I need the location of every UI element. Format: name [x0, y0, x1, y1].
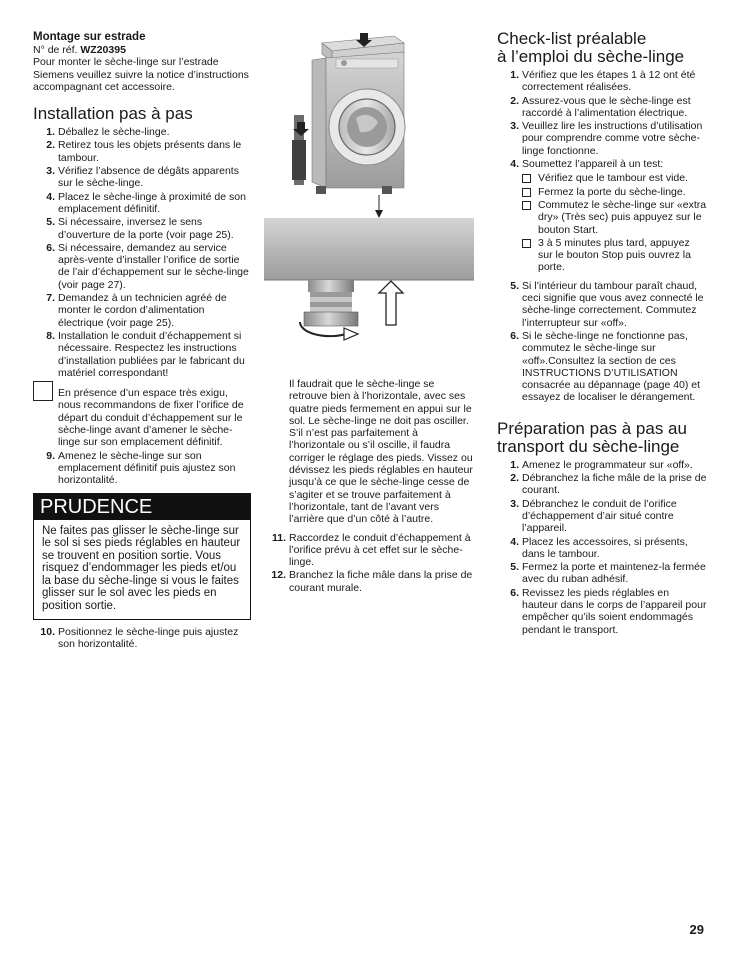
step-text: Positionnez le sèche-linge puis ajustez son horizontalité. [58, 625, 239, 650]
list-item [33, 242, 251, 291]
right-column [497, 30, 707, 637]
prudence-text: Ne faites pas glisser le sèche-linge sur le sol si ses pieds réglables en hauteur se trouvent en position sortie. Vous risquez d’endommager les pieds et/ou la base du sèche-linge si vous le faites glisser sur le sol avec les pieds en position sortie. [42, 524, 241, 613]
montage-ref [33, 44, 251, 56]
step-number: 3. [510, 120, 519, 133]
step-number: 6. [510, 329, 519, 342]
page-number: 29 [689, 922, 704, 937]
installation-heading: Installation pas à pas [33, 104, 193, 124]
checklist-text: 3 à 5 minutes plus tard, appuyez sur le bouton Stop puis ouvrez la porte. [538, 236, 691, 274]
step-text: Si nécessaire, demandez au service après-vente d’installer l’orifice de sortie de l’air d’échappement sur le sèche-linge (voir page 27). [58, 241, 249, 291]
step-text: Fermez la porte et maintenez-la fermée avec du ruban adhésif. [522, 561, 706, 586]
test-checklist [522, 172, 707, 273]
list-item [497, 330, 707, 404]
checklist-item [522, 199, 707, 236]
step-text: Raccordez le conduit d’échappement à l’orifice prévu à cet effet sur le sèche-linge. [289, 531, 471, 569]
list-item [497, 587, 707, 636]
installation-steps-a [33, 126, 251, 379]
step-number: 5. [46, 216, 55, 229]
transport-steps [497, 459, 707, 636]
step-number: 5. [510, 561, 519, 574]
list-item [497, 95, 707, 120]
list-item [497, 280, 707, 329]
step-text: Revissez les pieds réglables en hauteur dans le corps de l’appareil pour empêcher qu’ils soient endommagés pendant le transport. [522, 586, 707, 636]
step-text: Si le sèche-linge ne fonctionne pas, commutez le sèche-linge sur «off».Consultez la section de ces INSTRUCTIONS D’UTILISATION consacrée au dépannage (page 40) et essayez de localiser le dérangement. [522, 329, 701, 404]
list-item [33, 330, 251, 379]
installation-steps-c [33, 626, 251, 651]
list-item [33, 165, 251, 190]
ref-value: WZ20395 [80, 44, 126, 56]
checkbox-icon [522, 174, 531, 183]
step-number: 9. [46, 449, 55, 462]
checklist-steps-b [497, 280, 707, 404]
list-item [497, 498, 707, 535]
heading-line: Check-list préalable [497, 29, 647, 48]
step-number: 8. [46, 329, 55, 342]
checklist-item [522, 186, 707, 198]
step-text: Placez le sèche-linge à proximité de son emplacement définitif. [58, 190, 246, 215]
step-text: Branchez la fiche mâle dans la prise de courant murale. [289, 569, 473, 594]
step-text: Placez les accessoires, si présents, dans le tambour. [522, 535, 688, 560]
step-text: Si nécessaire, inversez le sens d’ouverture de la porte (voir page 25). [58, 216, 234, 241]
heading-line: Préparation pas à pas au [497, 418, 687, 438]
checklist-heading [497, 30, 707, 66]
list-item [33, 292, 251, 329]
step-text: Amenez le sèche-linge sur son emplacement définitif puis ajustez son horizontalité. [58, 449, 236, 487]
heading-line: à l’emploi du sèche-linge [497, 47, 685, 66]
checkbox-icon [522, 239, 531, 248]
leveling-text: Il faudrait que le sèche-linge se retrouve bien à l’horizontale, avec ses quatre pieds fermement en appui sur le sol. Le sèche-linge ne doit pas osciller. S’il n’est pas parfaitement à l’horizontale ou s’il oscille, il faudra corriger le réglage des pieds. Vissez ou dévissez les pieds réglables en hauteur jusqu’à ce que le sèche-linge cesse de s’agiter et se trouve parfaitement à l’horizontale, tant de l’avant vers l’arrière que d’un côté à l’autre. [289, 378, 473, 526]
step-number: 3. [510, 497, 519, 510]
installation-steps-d [264, 532, 474, 594]
prudence-box [33, 493, 251, 620]
step-text: Débranchez la fiche mâle de la prise de courant. [522, 472, 707, 497]
step-text: Retirez tous les objets présents dans le tambour. [58, 139, 242, 164]
step-number: 6. [510, 586, 519, 599]
step-number: 1. [510, 458, 519, 471]
step-number: 10. [40, 625, 55, 638]
step-number: 2. [46, 139, 55, 152]
checklist-item [522, 172, 707, 184]
list-item [33, 626, 251, 651]
step-text: Soumettez l’appareil à un test: [522, 158, 664, 171]
list-item [264, 569, 474, 594]
step-text: Amenez le programmateur sur «off». [522, 458, 693, 471]
checkbox-icon [522, 201, 531, 210]
step-text: Vérifiez que les étapes 1 à 12 ont été correctement réalisées. [522, 69, 696, 94]
step-text: Déballez le sèche-linge. [58, 126, 170, 139]
step-number: 2. [510, 94, 519, 107]
montage-text: Pour monter le sèche-linge sur l’estrade Siemens veuillez suivre la notice d’instructions accompagnant cet accessoire. [33, 56, 249, 93]
step-text: Veuillez lire les instructions d’utilisation pour comprendre comme votre sèche-linge fonctionne. [522, 120, 703, 157]
step-number: 1. [510, 69, 519, 81]
step-text: Vérifiez l’absence de dégâts apparents sur le sèche-linge. [58, 165, 239, 190]
checklist-text: Fermez la porte du sèche-linge. [538, 185, 686, 198]
step-number: 4. [46, 190, 55, 203]
note-icon [33, 381, 53, 401]
step-number: 5. [510, 279, 519, 292]
ref-label: N° de réf. [33, 44, 78, 56]
step-number: 12. [271, 569, 286, 582]
list-item [497, 120, 707, 157]
checklist-text: Vérifiez que le tambour est vide. [538, 172, 688, 185]
prudence-title: PRUDENCE [34, 494, 250, 520]
checklist-steps-a [497, 69, 707, 274]
list-item [33, 126, 251, 138]
list-item [497, 158, 707, 274]
middle-column [264, 30, 474, 595]
step-number: 2. [510, 472, 519, 485]
heading-line: transport du sèche-linge [497, 436, 680, 456]
step-number: 11. [271, 531, 286, 544]
list-item [497, 472, 707, 497]
list-item [497, 459, 707, 471]
checkbox-icon [522, 188, 531, 197]
checklist-item [522, 237, 707, 274]
transport-heading [497, 420, 707, 456]
installation-steps-b [33, 450, 251, 487]
list-item [33, 191, 251, 216]
montage-title: Montage sur estrade [33, 31, 146, 43]
list-item [33, 139, 251, 164]
step-text: Assurez-vous que le sèche-linge est raccordé à l’alimentation électrique. [522, 94, 691, 119]
step-number: 4. [510, 158, 519, 171]
dryer-leveling-illustration [264, 30, 474, 370]
checklist-text: Commutez le sèche-linge sur «extra dry» (Très sec) puis appuyez sur le bouton Start. [538, 198, 707, 236]
step-text: Installation le conduit d’échappement si nécessaire. Respectez les instructions d’installation publiées par le fabricant du matériel correspondant! [58, 329, 245, 379]
step-number: 4. [510, 535, 519, 548]
step-text: Si l’intérieur du tambour paraît chaud, ceci signifie que vous avez connecté le sèche-linge correctement. Commutez l’interrupteur sur «off». [522, 279, 704, 329]
step-text: Débranchez le conduit de l’orifice d’échappement d’air situé contre l’appareil. [522, 497, 677, 535]
step-number: 7. [46, 292, 55, 305]
list-item [497, 69, 707, 94]
list-item [497, 561, 707, 586]
list-item [33, 450, 251, 487]
note-block [33, 387, 251, 448]
list-item [33, 216, 251, 241]
step-text: Demandez à un technicien agréé de monter le cordon d’alimentation électrique (voir page 25). [58, 292, 227, 329]
step-number: 6. [46, 241, 55, 254]
left-column [33, 30, 251, 651]
list-item [497, 536, 707, 561]
list-item [264, 532, 474, 569]
step-number: 1. [46, 126, 55, 139]
note-text: En présence d’un espace très exigu, nous recommandons de fixer l’orifice de départ du conduit d’échappement sur le sèche-linge avant d’amener le sèche-linge sur son emplacement définitif. [58, 387, 244, 449]
step-number: 3. [46, 165, 55, 178]
